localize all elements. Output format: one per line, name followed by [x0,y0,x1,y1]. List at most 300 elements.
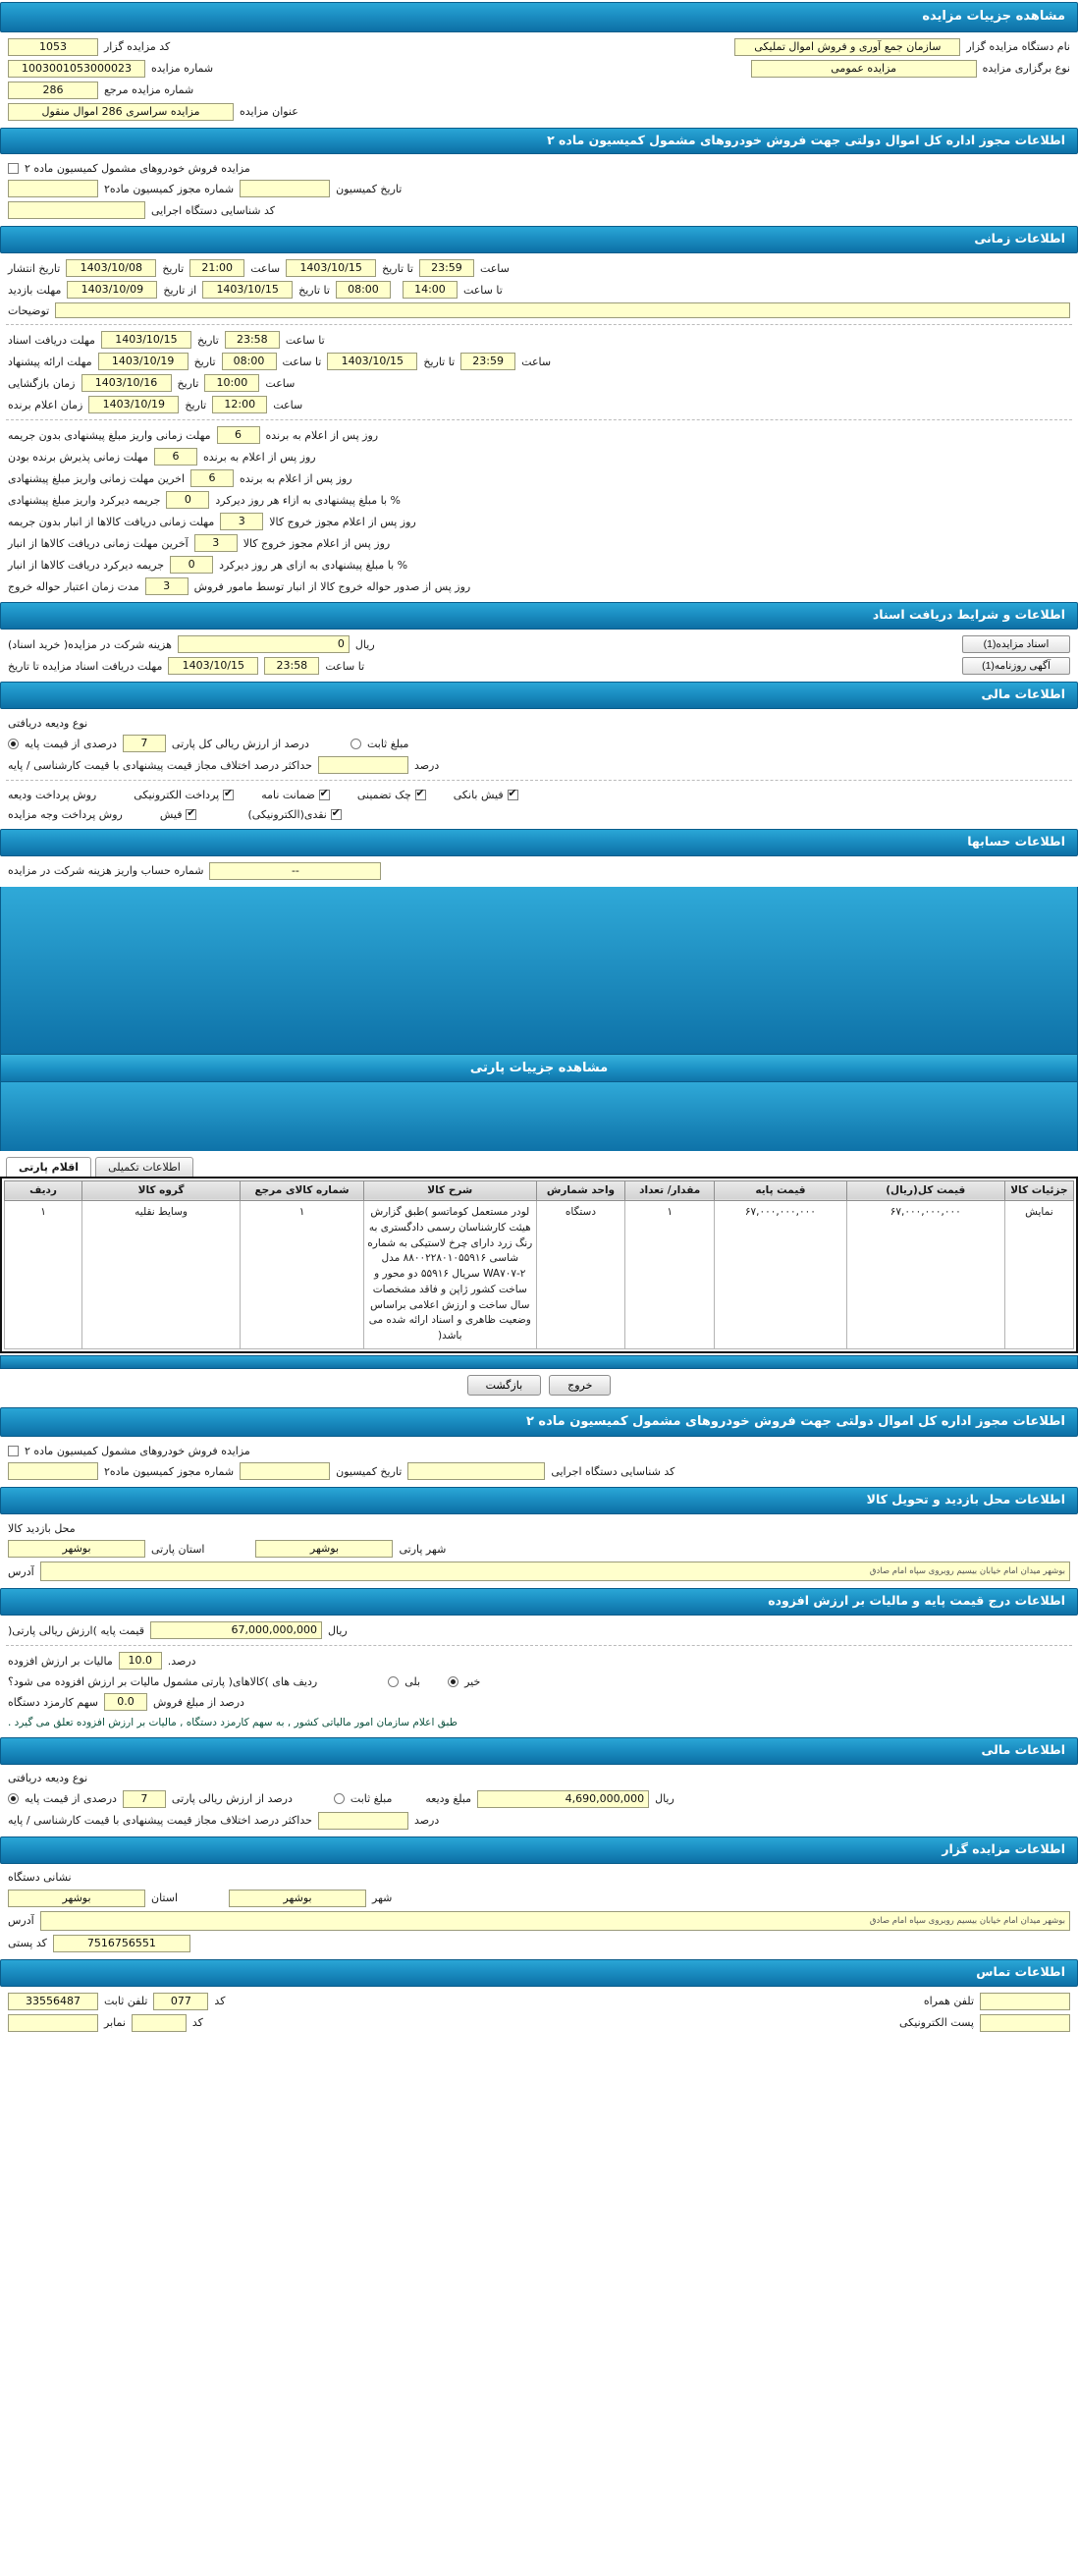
value-auctioneer-province: بوشهر [8,1890,145,1907]
deadline-label: اخرین مهلت زمانی واریز مبلغ پیشنهادی [8,471,185,485]
label-docs-deadline: مهلت دریافت اسناد مزایده تا تاریخ [8,659,163,673]
divider-3 [6,780,1072,781]
row-vat-note [4,1713,1074,1732]
value-docs-deadline-date: 1403/10/15 [168,657,258,675]
grid-footer-bar [0,1355,1078,1369]
radio-percent-of-base[interactable] [8,739,19,749]
row-max-diff [4,754,1074,776]
radio-vat-no[interactable] [448,1676,458,1687]
deadline-unit: % با مبلغ پیشنهادی به ازاء هر روز دیرکرد [215,493,401,507]
cell-row-number: ۱ [5,1201,82,1349]
cell-quantity: ۱ [625,1201,715,1349]
section-financial-info-2: اطلاعات مالی [0,1737,1078,1765]
value-visit-daily-to: 14:00 [403,281,458,299]
deadline-row [4,446,1074,467]
label-org-name: نام دستگاه مزایده گزار [966,40,1070,54]
deadline-row [4,532,1074,554]
label-percent-suffix: درصد از ارزش ریالی کل پارتی [171,737,309,750]
section-delivery-info: اطلاعات محل بازدید و تحویل کالا [0,1487,1078,1514]
footer-buttons [0,1369,1078,1405]
value-phone-code: 077 [153,1993,208,2010]
checkbox-bank-receipt[interactable] [508,790,518,800]
party-details-blue-area-top [0,887,1078,1054]
label-guarantee-letter: ضمانت نامه [261,788,315,801]
label-exec-org-id: کد شناسایی دستگاه اجرایی [151,203,276,217]
value-offer-time: 08:00 [222,353,277,370]
row-docs-fee [4,633,1074,655]
section-permit-info-2: اطلاعات مجوز اداره کل اموال دولتی جهت فروش خودروهای مشمول کمیسیون ماده ۲ [0,1407,1078,1438]
value-publish-until-time: 23:59 [419,259,474,277]
label-electronic-payment: پرداخت الکترونیکی [134,788,220,801]
section-docs-info: اطلاعات و شرایط دریافت اسناد [0,602,1078,630]
checkbox-cash-electronic[interactable] [331,809,342,820]
financial-panel [0,711,1078,826]
label-mobile: تلفن همراه [923,1995,974,2008]
row-permit-number [4,178,1074,199]
label-open: زمان بازگشایی [8,376,76,390]
deadline-value: 6 [190,469,234,487]
label-commission-date-2: تاریخ کمیسیون [336,1464,403,1478]
deposit-method-bank-receipt[interactable] [454,789,518,801]
label-fixed-amount: مبلغ ثابت [366,737,409,750]
label-auctioneer-province: استان [151,1891,179,1905]
party-tabs [0,1157,1078,1177]
section-auction-details: مشاهده جزییات مزایده [0,2,1078,32]
cell-details[interactable]: نمایش [1004,1201,1073,1349]
value-receive-docs-time: 23:58 [225,331,280,349]
label-fax-code: کد [191,2016,203,2030]
label-winner-date: تاریخ [185,398,207,411]
label-open-date: تاریخ [177,376,199,390]
label-auctioneer-address: آدرس [8,1914,34,1928]
row-visit [4,279,1074,301]
row-vat-question [4,1672,1074,1691]
row-province-city [4,1538,1074,1560]
financial-panel-2 [0,1767,1078,1834]
value-auction-ref: 286 [8,82,98,99]
row-commission [4,1691,1074,1713]
section-auctioneer-info: اطلاعات مزایده گزار [0,1836,1078,1864]
top-info-panel [0,34,1078,125]
value-commission: 0.0 [104,1693,147,1711]
deadline-label: جریمه دیرکرد واریز مبلغ پیشنهادی [8,493,161,507]
row-docs-deadline [4,655,1074,677]
divider-4 [6,1645,1072,1646]
label-deposit-type: نوع ودیعه دریافتی [8,716,88,730]
value-deposit-percent: 7 [123,735,166,752]
value-base-price: 67,000,000,000 [150,1621,322,1639]
label-publish: تاریخ انتشار [8,261,61,275]
label-visit-from: از تاریخ [163,283,197,297]
label-vat-no: خیر [464,1674,481,1688]
permit-checkbox-label-2: مزایده فروش خودروهای مشمول کمیسیون ماده ۲ [25,1444,250,1457]
vat-panel [0,1617,1078,1734]
value-party-province: بوشهر [8,1540,145,1558]
label-max-diff-unit: درصد [413,758,440,772]
value-docs-fee: 0 [178,635,350,653]
deadline-unit: روز پس از اعلام به برنده [265,428,379,442]
deadline-unit: روز پس از اعلام مجوز خروج کالا [243,536,391,550]
label-receive-docs-date: تاریخ [196,333,219,347]
row-winner [4,394,1074,415]
permit-checkbox[interactable] [8,163,19,174]
value-open-date: 1403/10/16 [81,374,172,392]
label-receipt: فیش [159,807,183,821]
tab-supplementary-info[interactable]: اطلاعات تکمیلی [95,1157,193,1177]
tab-party-items[interactable]: اقلام پارتی [6,1157,91,1177]
value-receive-docs-date: 1403/10/15 [101,331,191,349]
label-auctioneer-city: شهر [372,1891,393,1905]
label-max-diff-2: حداکثر درصد اختلاف مجاز قیمت پیشنهادی با قیمت کارشناسی / پایه [8,1814,312,1828]
radio-fixed-amount[interactable] [350,739,361,749]
label-max-diff-unit-2: درصد [413,1814,440,1828]
value-delivery-address: بوشهر میدان امام خیابان بیسیم روبروی سپاه امام صادق [40,1562,1070,1581]
value-vat-rate: 10.0 [119,1652,162,1670]
deposit-method-electronic[interactable] [134,789,234,801]
section-account-info: اطلاعات حسابها [0,829,1078,856]
label-account-number: شماره حساب واریز هزینه شرکت در مزایده [8,864,204,878]
row-publish [4,257,1074,279]
label-docs-fee: هزینه شرکت در مزایده( خرید اسناد) [8,637,172,651]
label-winner-to-time: ساعت [521,355,552,368]
th-description: شرح کالا [363,1180,536,1200]
row-auction-ref [4,80,1074,101]
label-publish-until-time: ساعت [479,261,510,275]
label-bank-receipt: فیش بانکی [453,788,504,801]
row-deposit-type-2 [4,1769,1074,1788]
label-guaranteed-cheque: چک تضمینی [356,788,411,801]
deadline-row [4,511,1074,532]
value-exec-org-id-2[interactable] [407,1462,545,1480]
th-details: جزئیات کالا [1004,1180,1073,1200]
party-items-grid [0,1177,1078,1353]
cell-goods-group: وسایط نقلیه [82,1201,241,1349]
label-fee-unit: ریال [354,637,375,651]
value-publish-date: 1403/10/08 [66,259,156,277]
label-fax: نمابر [104,2016,126,2030]
value-permit-number[interactable] [8,180,98,197]
permit-checkbox-2[interactable] [8,1446,19,1456]
label-publish-until: تا تاریخ [382,261,413,275]
payment-method-cash-electronic[interactable] [247,808,341,821]
th-base-price: قیمت پایه [715,1180,847,1200]
permit-panel [0,156,1078,223]
deadline-row [4,489,1074,511]
deposit-method-guaranteed-cheque[interactable] [357,789,426,801]
exit-button[interactable]: خروج [549,1375,611,1396]
label-max-diff: حداکثر درصد اختلاف مجاز قیمت پیشنهادی با قیمت کارشناسی / پایه [8,758,312,772]
vat-note: طبق اعلام سازمان امور مالیاتی کشور , به سهم کارمزد دستگاه , مالیات بر ارزش افزوده تعلق می گیرد . [8,1717,458,1729]
section-contact-info: اطلاعات تماس [0,1959,1078,1987]
value-winner-to-time: 23:59 [460,353,515,370]
deadline-label: جریمه دیرکرد دریافت کالاها از انبار [8,558,165,572]
row-address-title [4,1868,1074,1888]
row-delivery-address [4,1560,1074,1583]
deadline-label: مهلت زمانی دریافت کالاها از انبار بدون جریمه [8,515,215,528]
row-vat-rate [4,1650,1074,1672]
row-auctioneer-code [4,36,1074,58]
label-publish-time: ساعت [250,261,281,275]
row-max-diff-2 [4,1810,1074,1832]
deadline-unit: روز پس از اعلام به برنده [240,471,352,485]
value-auction-number: 1003001053000023 [8,60,145,78]
label-vat-question: ردیف های )کالاهای( پارتی مشمول مالیات بر ارزش افزوده می شود؟ [8,1674,318,1688]
label-vat-yes: بلی [404,1674,421,1688]
party-details-blue-area-bottom [0,1082,1078,1151]
value-auctioneer-city: بوشهر [229,1890,366,1907]
value-auctioneer-address: بوشهر میدان امام خیابان بیسیم روبروی سپاه امام صادق [40,1911,1070,1931]
label-percent-suffix-2: درصد از ارزش ریالی پارتی [171,1792,293,1806]
row-receive-docs [4,329,1074,351]
label-notes: توضیحات [8,303,50,317]
label-winner-time: ساعت [273,398,303,411]
label-exec-org-id-2: کد شناسایی دستگاه اجرایی [551,1464,675,1478]
section-time-info: اطلاعات زمانی [0,226,1078,253]
label-deposit-type-2: نوع ودیعه دریافتی [8,1772,88,1785]
deadline-value: 3 [194,534,238,552]
radio-percent-of-base-2[interactable] [8,1793,19,1804]
label-phone: تلفن ثابت [104,1995,148,2008]
label-visit-to: تا تاریخ [298,283,330,297]
row-deposit-methods [4,785,1074,804]
row-deposit-type [4,713,1074,733]
table-header-row [5,1180,1074,1200]
contact-panel [0,1989,1078,2036]
deadline-value: 3 [145,577,189,595]
value-winner-date: 1403/10/19 [88,396,179,413]
row-base-price [4,1619,1074,1641]
value-deposit-amount: 4,690,000,000 [477,1790,649,1808]
bottom-spacer [0,2039,1078,2053]
table-row [5,1201,1074,1349]
label-address-title: نشانی دستگاه [8,1871,72,1885]
checkbox-receipt[interactable] [186,809,196,820]
section-financial-info: اطلاعات مالی [0,682,1078,709]
label-delivery-address: آدرس [8,1564,34,1578]
label-offer: مهلت ارائه پیشنهاد [8,355,92,368]
value-winner-to-date: 1403/10/15 [327,353,417,370]
section-base-price-vat: اطلاعات درج قیمت پایه و مالیات بر ارزش افزوده [0,1588,1078,1616]
divider-1 [6,324,1072,325]
deadline-value: 0 [166,491,209,509]
cell-base-price: ۶۷,۰۰۰,۰۰۰,۰۰۰ [715,1201,847,1349]
th-quantity: مقدار/ تعداد [625,1180,715,1200]
time-panel [0,255,1078,599]
deadline-row [4,554,1074,575]
label-deposit-amount-unit: ریال [655,1792,674,1806]
label-visit-daily-to: تا ساعت [462,283,503,297]
deadline-unit: روز پس از صدور حواله خروج کالا از انبار توسط مامور فروش [193,579,471,593]
label-receive-docs-time: تا ساعت [285,333,325,347]
deadline-row [4,467,1074,489]
value-auction-title: مزایده سراسری 286 اموال منقول [8,103,234,121]
label-winner: زمان اعلام برنده [8,398,83,411]
th-row-number: ردیف [5,1180,82,1200]
row-permit-checkbox-2 [4,1441,1074,1460]
value-max-diff [318,756,408,774]
row-visit-place [4,1518,1074,1538]
label-vat-rate-unit: درصد. [167,1654,196,1668]
label-deposit-amount: مبلغ ودیعه [425,1792,472,1806]
row-offer [4,351,1074,372]
deadline-row [4,575,1074,597]
th-total-price: قیمت کل(ریال) [846,1180,1004,1200]
radio-fixed-amount-2[interactable] [334,1793,345,1804]
row-deposit-amount [4,1788,1074,1810]
auction-details-page [0,2,1078,2053]
back-button[interactable]: بازگشت [467,1375,542,1396]
label-party-province: استان پارتی [151,1542,205,1556]
value-visit-to: 1403/10/15 [202,281,293,299]
value-phone: 33556487 [8,1993,98,2010]
row-auction-title [4,101,1074,123]
label-postal-code: کد پستی [8,1937,47,1950]
label-publish-date: تاریخ [162,261,185,275]
value-auction-type: مزایده عمومی [751,60,977,78]
row-auction-number [4,58,1074,80]
label-auction-type: نوع برگزاری مزایده [982,62,1070,76]
deadline-value: 3 [220,513,263,530]
deadline-value: 6 [217,426,260,444]
label-payment-method: روش پرداخت وجه مزایده [8,807,123,821]
row-auctioneer-location [4,1888,1074,1909]
value-exec-org-id[interactable] [8,201,145,219]
value-commission-date-2[interactable] [240,1462,330,1480]
delivery-panel [0,1516,1078,1585]
row-exec-org-id [4,199,1074,221]
row-notes [4,301,1074,320]
account-panel [0,858,1078,884]
row-percent-option [4,733,1074,754]
row-permit-number-2 [4,1460,1074,1482]
row-auctioneer-address [4,1909,1074,1933]
payment-method-receipt[interactable] [160,808,197,821]
value-publish-time: 21:00 [189,259,244,277]
checkbox-guarantee-letter[interactable] [319,790,330,800]
value-max-diff-2 [318,1812,408,1830]
deadlines-list [4,424,1074,597]
label-vat-rate: مالیات بر ارزش افزوده [8,1654,113,1668]
label-commission-unit: درصد از مبلغ فروش [153,1695,244,1709]
label-permit-number: شماره مجوز کمیسیون ماده۲ [104,182,235,195]
deadline-value: 0 [170,556,213,574]
deadline-label: مهلت زمانی پذیرش برنده بودن [8,450,149,464]
divider-2 [6,419,1072,420]
label-auctioneer-code: کد مزایده گزار [104,40,171,54]
value-account-number: -- [209,862,381,880]
value-fax-code [132,2014,187,2032]
row-postal-code [4,1933,1074,1954]
label-base-price: قیمت پایه )ارزش ریالی پارتی( [8,1623,144,1637]
label-docs-deadline-time: تا ساعت [325,659,365,673]
deadline-unit: روز پس از اعلام به برنده [203,450,316,464]
label-cash-electronic: نقدی(الکترونیکی) [247,807,327,821]
checkbox-guaranteed-cheque[interactable] [415,790,426,800]
label-commission-date: تاریخ کمیسیون [336,182,403,195]
label-auction-ref: شماره مزایده مرجع [104,83,194,97]
label-fixed-amount-2: مبلغ ثابت [350,1792,393,1806]
deadline-label: مدت زمان اعتبار حواله خروج [8,579,139,593]
value-mobile [980,1993,1070,2010]
radio-vat-yes[interactable] [388,1676,399,1687]
deposit-method-guarantee-letter[interactable] [261,789,330,801]
label-deposit-method: روش پرداخت ودیعه [8,788,97,801]
label-permit-number-2: شماره مجوز کمیسیون ماده۲ [104,1464,235,1478]
label-percent-option-2: درصدی از قیمت پایه [25,1792,117,1806]
value-fax [8,2014,98,2032]
row-payment-methods [4,804,1074,824]
th-ref-number: شماره کالای مرجع [241,1180,364,1200]
auctioneer-panel [0,1866,1078,1956]
th-goods-group: گروه کالا [82,1180,241,1200]
value-visit-from: 1403/10/09 [67,281,157,299]
value-docs-deadline-time: 23:58 [264,657,319,675]
label-email: پست الکترونیکی [899,2016,974,2030]
row-fax-email [4,2012,1074,2034]
th-unit: واحد شمارش [536,1180,625,1200]
cell-unit: دستگاه [536,1201,625,1349]
value-notes [55,302,1070,318]
value-auctioneer-code: 1053 [8,38,98,56]
auction-documents-button[interactable]: اسناد مزایده(1) [962,635,1070,653]
deadline-value: 6 [154,448,197,466]
deadline-unit: روز پس از اعلام مجوز خروج کالا [269,515,416,528]
value-offer-date: 1403/10/19 [98,353,189,370]
items-table [4,1180,1074,1349]
deadline-row [4,424,1074,446]
label-base-price-unit: ریال [328,1623,348,1637]
value-postal-code: 7516756551 [53,1935,190,1952]
value-org-name: سازمان جمع آوری و فروش اموال تملیکی [734,38,960,56]
permit-checkbox-label: مزایده فروش خودروهای مشمول کمیسیون ماده ۲ [25,161,250,175]
label-offer-time: تا ساعت [282,355,322,368]
row-account-number [4,860,1074,882]
docs-panel [0,631,1078,679]
value-publish-until-date: 1403/10/15 [286,259,376,277]
deadline-label: آخرین مهلت زمانی دریافت کالاها از انبار [8,536,189,550]
label-visit: مهلت بازدید [8,283,62,297]
label-auction-number: شماره مزایده [151,62,214,76]
value-email [980,2014,1070,2032]
value-party-city: بوشهر [255,1540,393,1558]
row-open [4,372,1074,394]
cell-description: لودر مستعمل کوماتسو )طبق گزارش هیئت کارشناسان رسمی دادگستری به رنگ زرد دارای چرخ لاستیکی به شماره شاسی ۸۸۰۰۲۲۸۰۱۰۵۵۹۱۶ مدل WA۷۰۷-۲ سریال ۵۵۹۱۶ دو محور و ساخت کشور ژاپن و فاقد مشخصات سال ساخت و ارزش اعلامی براساس وضعیت ظاهری و اسناد ارائه شده می باشد( [363,1201,536,1349]
value-deposit-percent-2: 7 [123,1790,166,1808]
label-offer-date: تاریخ [193,355,216,368]
label-open-time: ساعت [265,376,296,390]
label-percent-option: درصدی از قیمت پایه [25,737,117,750]
label-winner-to-date: تا تاریخ [423,355,456,368]
newspaper-ad-button[interactable]: آگهی روزنامه(1) [962,657,1070,675]
section-party-details: مشاهده جزییات پارتی [0,1054,1078,1082]
checkbox-electronic-payment[interactable] [223,790,234,800]
value-winner-time: 12:00 [212,396,267,413]
row-phone [4,1991,1074,2012]
deadline-unit: % با مبلغ پیشنهادی به ازای هر روز دیرکرد [219,558,408,572]
value-visit-daily-from: 08:00 [336,281,391,299]
section-permit-info: اطلاعات مجوز اداره کل اموال دولتی جهت فروش خودروهای مشمول کمیسیون ماده ۲ [0,128,1078,155]
value-commission-date[interactable] [240,180,330,197]
cell-total-price: ۶۷,۰۰۰,۰۰۰,۰۰۰ [846,1201,1004,1349]
label-auction-title: عنوان مزایده [240,105,298,119]
permit-panel-2 [0,1439,1078,1484]
label-party-city: شهر پارتی [399,1542,447,1556]
value-open-time: 10:00 [204,374,259,392]
label-commission: سهم کارمزد دستگاه [8,1695,98,1709]
deadline-label: مهلت زمانی واریز مبلغ پیشنهادی بدون جریمه [8,428,211,442]
value-permit-number-2[interactable] [8,1462,98,1480]
cell-ref-number: ۱ [241,1201,364,1349]
